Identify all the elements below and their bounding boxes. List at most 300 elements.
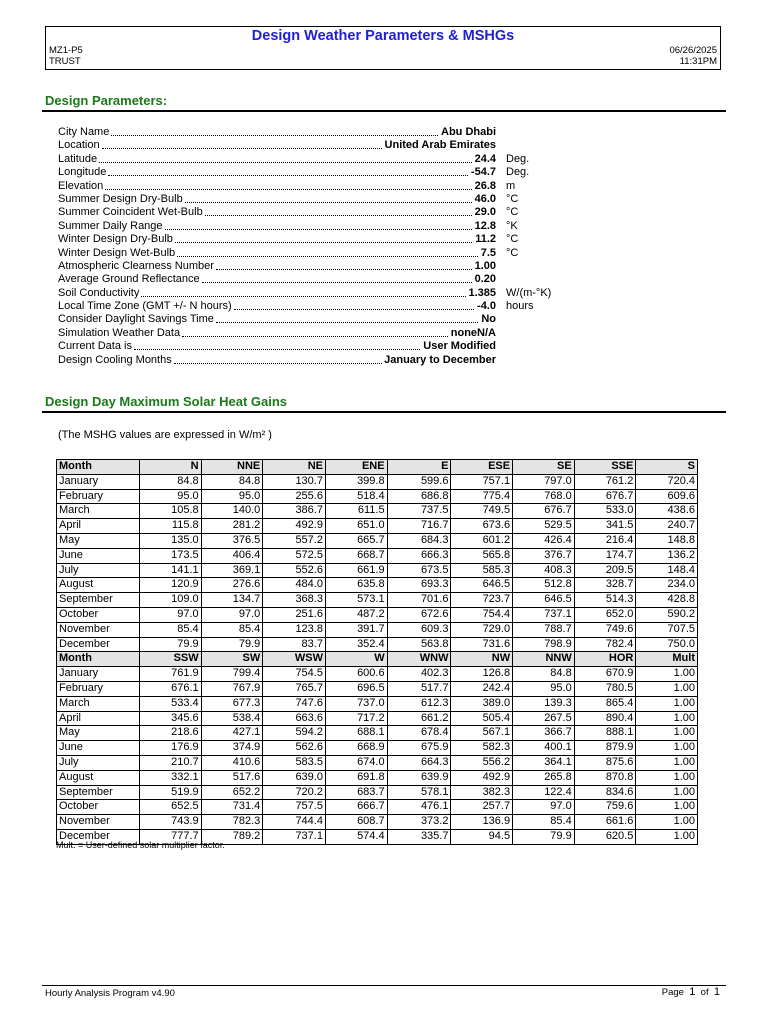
value-cell: 668.7 — [325, 548, 387, 563]
value-cell: 737.1 — [513, 607, 575, 622]
value-cell: 134.7 — [201, 593, 263, 608]
parameter-label: Soil Conductivity — [58, 286, 140, 299]
table-row — [57, 681, 698, 696]
value-cell: 761.2 — [574, 474, 636, 489]
value-cell: 517.6 — [201, 770, 263, 785]
multiplier-footnote: Mult. = User-defined solar multiplier factor. — [56, 840, 225, 850]
parameter-label: Location — [58, 139, 100, 152]
table-row — [57, 489, 698, 504]
value-cell: 611.5 — [325, 504, 387, 519]
value-cell: 174.7 — [574, 548, 636, 563]
parameter-row — [58, 300, 578, 313]
value-cell: 148.4 — [636, 563, 698, 578]
report-time: 11:31PM — [679, 56, 717, 67]
table-row — [57, 741, 698, 756]
value-cell: 646.5 — [451, 578, 513, 593]
value-cell: 757.5 — [263, 800, 326, 815]
value-cell: 267.5 — [513, 711, 575, 726]
column-header: W — [325, 652, 387, 667]
value-cell: 105.8 — [140, 504, 202, 519]
value-cell: 600.6 — [325, 667, 387, 682]
parameter-unit: °C — [506, 233, 519, 246]
month-cell: December — [57, 637, 140, 652]
value-cell: 599.6 — [387, 474, 451, 489]
parameter-row — [58, 260, 578, 273]
table-row — [57, 593, 698, 608]
parameter-label: Latitude — [58, 152, 98, 165]
value-cell: 1.00 — [636, 770, 698, 785]
value-cell: 678.4 — [387, 726, 451, 741]
report-date: 06/26/2025 — [669, 45, 717, 56]
table-row — [57, 607, 698, 622]
value-cell: 754.4 — [451, 607, 513, 622]
value-cell: 673.5 — [387, 563, 451, 578]
parameter-label-wrap — [58, 180, 496, 193]
value-cell: 1.00 — [636, 696, 698, 711]
page-label: Page — [661, 987, 684, 998]
mshg-table — [56, 459, 698, 845]
value-cell: 737.0 — [325, 696, 387, 711]
value-cell: 563.8 — [387, 637, 451, 652]
value-cell: 428.8 — [636, 593, 698, 608]
value-cell: 834.6 — [574, 785, 636, 800]
value-cell: 744.4 — [263, 815, 326, 830]
value-cell: 84.8 — [140, 474, 202, 489]
parameter-row — [58, 327, 578, 340]
value-cell: 767.9 — [201, 681, 263, 696]
value-cell: 328.7 — [574, 578, 636, 593]
leader-dots — [205, 206, 494, 216]
leader-dots — [202, 273, 494, 283]
value-cell: 1.00 — [636, 681, 698, 696]
value-cell: 691.8 — [325, 770, 387, 785]
parameter-row — [58, 340, 578, 353]
value-cell: 720.2 — [263, 785, 326, 800]
value-cell: 750.0 — [636, 637, 698, 652]
value-cell: 335.7 — [387, 829, 451, 844]
column-header: WNW — [387, 652, 451, 667]
value-cell: 240.7 — [636, 519, 698, 534]
month-cell: November — [57, 815, 140, 830]
value-cell: 562.6 — [263, 741, 326, 756]
column-header: Month — [57, 652, 140, 667]
project-name: MZ1-P5 — [49, 45, 83, 56]
value-cell: 749.6 — [574, 622, 636, 637]
value-cell: 666.3 — [387, 548, 451, 563]
value-cell: 865.4 — [574, 696, 636, 711]
value-cell: 875.6 — [574, 755, 636, 770]
value-cell: 136.9 — [451, 815, 513, 830]
value-cell: 533.4 — [140, 696, 202, 711]
value-cell: 666.7 — [325, 800, 387, 815]
value-cell: 538.4 — [201, 711, 263, 726]
value-cell: 265.8 — [513, 770, 575, 785]
value-cell: 1.00 — [636, 726, 698, 741]
parameter-label: Consider Daylight Savings Time — [58, 313, 214, 326]
parameter-value: Abu Dhabi — [441, 126, 496, 138]
column-header: Mult — [636, 652, 698, 667]
value-cell: 94.5 — [451, 829, 513, 844]
value-cell: 95.0 — [201, 489, 263, 504]
value-cell: 1.00 — [636, 755, 698, 770]
value-cell: 95.0 — [140, 489, 202, 504]
table-row — [57, 815, 698, 830]
month-cell: May — [57, 533, 140, 548]
leader-dots — [141, 287, 494, 297]
value-cell: 585.3 — [451, 563, 513, 578]
parameter-label: Local Time Zone (GMT +/- N hours) — [58, 300, 232, 313]
value-cell: 135.0 — [140, 533, 202, 548]
parameter-unit: Deg. — [506, 166, 530, 179]
value-cell: 492.9 — [451, 770, 513, 785]
value-cell: 670.9 — [574, 667, 636, 682]
value-cell: 683.7 — [325, 785, 387, 800]
value-cell: 651.0 — [325, 519, 387, 534]
month-cell: February — [57, 489, 140, 504]
value-cell: 406.4 — [201, 548, 263, 563]
parameter-label-wrap — [58, 166, 496, 179]
value-cell: 176.9 — [140, 741, 202, 756]
value-cell: 707.5 — [636, 622, 698, 637]
value-cell: 148.8 — [636, 533, 698, 548]
value-cell: 696.5 — [325, 681, 387, 696]
value-cell: 799.4 — [201, 667, 263, 682]
value-cell: 255.6 — [263, 489, 326, 504]
value-cell: 366.7 — [513, 726, 575, 741]
value-cell: 757.1 — [451, 474, 513, 489]
program-name: Hourly Analysis Program v4.90 — [45, 988, 175, 999]
value-cell: 720.4 — [636, 474, 698, 489]
value-cell: 97.0 — [140, 607, 202, 622]
table-row — [57, 696, 698, 711]
value-cell: 399.8 — [325, 474, 387, 489]
value-cell: 97.0 — [201, 607, 263, 622]
table-row — [57, 474, 698, 489]
column-header: NNE — [201, 460, 263, 475]
value-cell: 276.6 — [201, 578, 263, 593]
value-cell: 141.1 — [140, 563, 202, 578]
value-cell: 1.00 — [636, 800, 698, 815]
value-cell: 369.1 — [201, 563, 263, 578]
value-cell: 484.0 — [263, 578, 326, 593]
table-row — [57, 770, 698, 785]
parameter-row — [58, 273, 578, 286]
value-cell: 557.2 — [263, 533, 326, 548]
value-cell: 122.4 — [513, 785, 575, 800]
value-cell: 609.3 — [387, 622, 451, 637]
parameter-label: Design Cooling Months — [58, 353, 172, 366]
value-cell: 572.5 — [263, 548, 326, 563]
value-cell: 731.6 — [451, 637, 513, 652]
leader-dots — [177, 247, 494, 257]
parameter-label-wrap — [58, 287, 496, 300]
table-row — [57, 578, 698, 593]
value-cell: 747.6 — [263, 696, 326, 711]
value-cell: 652.5 — [140, 800, 202, 815]
value-cell: 661.9 — [325, 563, 387, 578]
table-row — [57, 519, 698, 534]
value-cell: 578.1 — [387, 785, 451, 800]
parameter-row — [58, 180, 578, 193]
parameter-row — [58, 153, 578, 166]
month-cell: July — [57, 563, 140, 578]
value-cell: 234.0 — [636, 578, 698, 593]
table-row — [57, 637, 698, 652]
month-cell: January — [57, 667, 140, 682]
value-cell: 85.4 — [201, 622, 263, 637]
parameter-label: Simulation Weather Data — [58, 326, 181, 339]
value-cell: 737.1 — [263, 829, 326, 844]
parameter-row — [58, 247, 578, 260]
value-cell: 83.7 — [263, 637, 326, 652]
month-cell: October — [57, 607, 140, 622]
parameter-value: 11.2 — [475, 233, 496, 246]
report-title: Design Weather Parameters & MSHGs — [251, 28, 515, 44]
value-cell: 754.5 — [263, 667, 326, 682]
value-cell: 688.1 — [325, 726, 387, 741]
design-parameters-list — [58, 126, 578, 367]
value-cell: 723.7 — [451, 593, 513, 608]
value-cell: 408.3 — [513, 563, 575, 578]
value-cell: 608.7 — [325, 815, 387, 830]
month-cell: December — [57, 829, 140, 844]
table-row — [57, 504, 698, 519]
value-cell: 492.9 — [263, 519, 326, 534]
value-cell: 789.2 — [201, 829, 263, 844]
parameter-value: January to December — [384, 353, 496, 366]
value-cell: 743.9 — [140, 815, 202, 830]
parameter-label-wrap — [58, 327, 496, 340]
value-cell: 1.00 — [636, 667, 698, 682]
mshg-units-note: (The MSHG values are expressed in W/m² ) — [58, 429, 272, 441]
value-cell: 686.8 — [387, 489, 451, 504]
parameter-label-wrap — [58, 313, 496, 326]
table-header-row — [57, 460, 698, 475]
parameter-value: -4.0 — [477, 300, 496, 313]
month-cell: April — [57, 711, 140, 726]
leader-dots — [165, 220, 494, 230]
value-cell: 573.1 — [325, 593, 387, 608]
value-cell: 652.2 — [201, 785, 263, 800]
value-cell: 209.5 — [574, 563, 636, 578]
value-cell: 210.7 — [140, 755, 202, 770]
parameter-label-wrap — [58, 206, 496, 219]
value-cell: 749.5 — [451, 504, 513, 519]
value-cell: 376.7 — [513, 548, 575, 563]
column-header: E — [387, 460, 451, 475]
value-cell: 426.4 — [513, 533, 575, 548]
value-cell: 505.4 — [451, 711, 513, 726]
leader-dots — [99, 153, 494, 163]
value-cell: 517.7 — [387, 681, 451, 696]
value-cell: 761.9 — [140, 667, 202, 682]
parameter-row — [58, 233, 578, 246]
value-cell: 676.7 — [574, 489, 636, 504]
table-row — [57, 755, 698, 770]
column-header: HOR — [574, 652, 636, 667]
column-header: Month — [57, 460, 140, 475]
month-cell: August — [57, 770, 140, 785]
value-cell: 438.6 — [636, 504, 698, 519]
parameter-label: Current Data is — [58, 340, 132, 353]
month-cell: October — [57, 800, 140, 815]
parameter-label: Summer Coincident Wet-Bulb — [58, 206, 203, 219]
column-header: SW — [201, 652, 263, 667]
value-cell: 567.1 — [451, 726, 513, 741]
value-cell: 341.5 — [574, 519, 636, 534]
value-cell: 519.9 — [140, 785, 202, 800]
mshg-heading: Design Day Maximum Solar Heat Gains — [45, 394, 288, 409]
page-total: 1 — [713, 986, 720, 998]
parameter-value: -54.7 — [470, 166, 496, 179]
value-cell: 514.3 — [574, 593, 636, 608]
parameter-value: noneN/A — [450, 326, 496, 339]
parameter-label-wrap — [58, 153, 496, 166]
value-cell: 661.2 — [387, 711, 451, 726]
value-cell: 109.0 — [140, 593, 202, 608]
value-cell: 402.3 — [387, 667, 451, 682]
value-cell: 601.2 — [451, 533, 513, 548]
value-cell: 79.9 — [140, 637, 202, 652]
month-cell: June — [57, 548, 140, 563]
value-cell: 574.4 — [325, 829, 387, 844]
parameter-row — [58, 220, 578, 233]
value-cell: 85.4 — [513, 815, 575, 830]
column-header: S — [636, 460, 698, 475]
month-cell: September — [57, 593, 140, 608]
column-header: WSW — [263, 652, 326, 667]
value-cell: 368.3 — [263, 593, 326, 608]
table-row — [57, 711, 698, 726]
value-cell: 1.00 — [636, 785, 698, 800]
parameter-value: 29.0 — [474, 206, 496, 219]
value-cell: 737.5 — [387, 504, 451, 519]
value-cell: 639.0 — [263, 770, 326, 785]
leader-dots — [175, 233, 494, 243]
value-cell: 594.2 — [263, 726, 326, 741]
value-cell: 332.1 — [140, 770, 202, 785]
value-cell: 731.4 — [201, 800, 263, 815]
parameter-row — [58, 193, 578, 206]
value-cell: 529.5 — [513, 519, 575, 534]
value-cell: 1.00 — [636, 741, 698, 756]
value-cell: 782.3 — [201, 815, 263, 830]
month-cell: January — [57, 474, 140, 489]
parameter-unit: °C — [506, 192, 519, 205]
month-cell: March — [57, 696, 140, 711]
parameter-label-wrap — [58, 260, 496, 273]
parameter-row — [58, 313, 578, 326]
parameter-row — [58, 166, 578, 179]
parameter-unit: °C — [506, 206, 519, 219]
value-cell: 352.4 — [325, 637, 387, 652]
parameter-label: Elevation — [58, 179, 104, 192]
value-cell: 1.00 — [636, 829, 698, 844]
parameter-row — [58, 126, 578, 139]
value-cell: 410.6 — [201, 755, 263, 770]
value-cell: 97.0 — [513, 800, 575, 815]
value-cell: 590.2 — [636, 607, 698, 622]
table-row — [57, 548, 698, 563]
value-cell: 620.5 — [574, 829, 636, 844]
value-cell: 661.6 — [574, 815, 636, 830]
value-cell: 609.6 — [636, 489, 698, 504]
value-cell: 729.0 — [451, 622, 513, 637]
value-cell: 663.6 — [263, 711, 326, 726]
parameter-row — [58, 139, 578, 152]
value-cell: 533.0 — [574, 504, 636, 519]
value-cell: 888.1 — [574, 726, 636, 741]
month-cell: April — [57, 519, 140, 534]
value-cell: 518.4 — [325, 489, 387, 504]
value-cell: 716.7 — [387, 519, 451, 534]
table-row — [57, 667, 698, 682]
value-cell: 565.8 — [451, 548, 513, 563]
value-cell: 646.5 — [513, 593, 575, 608]
value-cell: 512.8 — [513, 578, 575, 593]
value-cell: 676.1 — [140, 681, 202, 696]
value-cell: 782.4 — [574, 637, 636, 652]
value-cell: 684.3 — [387, 533, 451, 548]
leader-dots — [185, 193, 494, 203]
parameter-unit: W/(m-°K) — [506, 286, 552, 299]
month-cell: May — [57, 726, 140, 741]
parameter-value: 24.4 — [474, 152, 496, 165]
parameter-label-wrap — [58, 300, 496, 313]
value-cell: 427.1 — [201, 726, 263, 741]
value-cell: 717.2 — [325, 711, 387, 726]
value-cell: 635.8 — [325, 578, 387, 593]
table-row — [57, 563, 698, 578]
parameter-label-wrap — [58, 233, 496, 246]
value-cell: 216.4 — [574, 533, 636, 548]
parameter-value: 1.00 — [474, 259, 496, 272]
parameter-label-wrap — [58, 247, 496, 260]
table-row — [57, 785, 698, 800]
value-cell: 84.8 — [513, 667, 575, 682]
leader-dots — [111, 126, 494, 136]
column-header: SE — [513, 460, 575, 475]
leader-dots — [234, 300, 494, 310]
parameter-unit: hours — [506, 300, 534, 313]
value-cell: 788.7 — [513, 622, 575, 637]
value-cell: 389.0 — [451, 696, 513, 711]
value-cell: 391.7 — [325, 622, 387, 637]
value-cell: 126.8 — [451, 667, 513, 682]
value-cell: 257.7 — [451, 800, 513, 815]
value-cell: 677.3 — [201, 696, 263, 711]
value-cell: 487.2 — [325, 607, 387, 622]
value-cell: 79.9 — [513, 829, 575, 844]
value-cell: 281.2 — [201, 519, 263, 534]
value-cell: 612.3 — [387, 696, 451, 711]
parameter-unit: Deg. — [506, 152, 530, 165]
parameter-label: Longitude — [58, 166, 107, 179]
user-name: TRUST — [49, 56, 81, 67]
value-cell: 242.4 — [451, 681, 513, 696]
value-cell: 386.7 — [263, 504, 326, 519]
value-cell: 674.0 — [325, 755, 387, 770]
parameter-value: United Arab Emirates — [384, 139, 496, 152]
parameter-unit: °C — [506, 246, 519, 259]
value-cell: 95.0 — [513, 681, 575, 696]
table-row — [57, 533, 698, 548]
month-cell: June — [57, 741, 140, 756]
value-cell: 345.6 — [140, 711, 202, 726]
column-header: NE — [263, 460, 326, 475]
value-cell: 582.3 — [451, 741, 513, 756]
value-cell: 775.4 — [451, 489, 513, 504]
